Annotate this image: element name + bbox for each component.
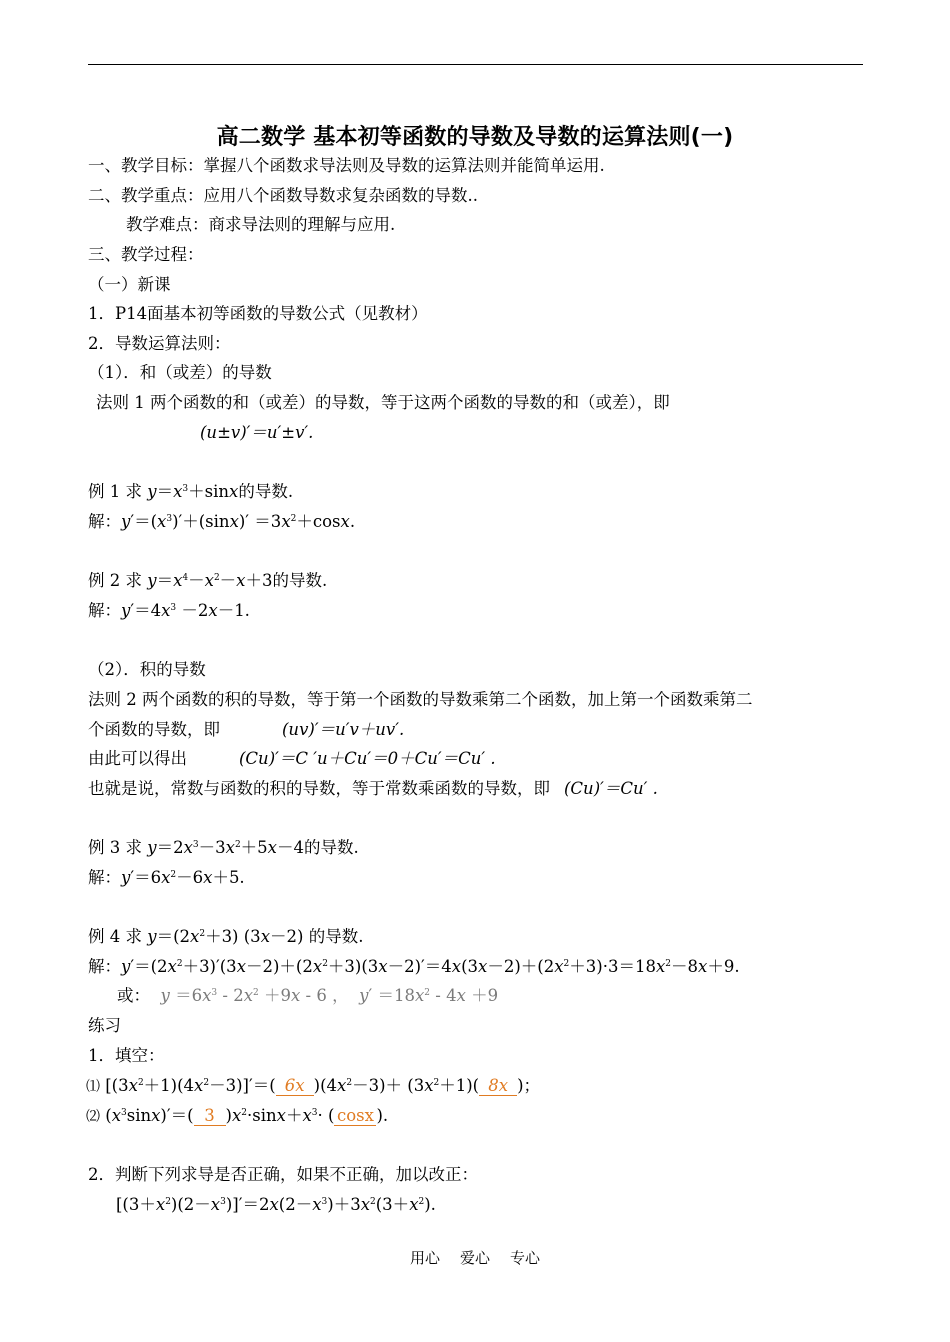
question-number-2: ⑵ bbox=[86, 1109, 100, 1125]
example-4 bbox=[88, 926, 363, 948]
header-rule bbox=[88, 64, 863, 65]
example-2-solution: 解：$y'=4x^3 -2x-1$. bbox=[88, 601, 250, 620]
example-2 bbox=[88, 570, 327, 592]
item-2: 2．导数运算法则： bbox=[88, 334, 231, 353]
answer-blank-2: 8x bbox=[479, 1077, 517, 1096]
solution-label: 解： bbox=[88, 512, 121, 531]
example-1-label: 例 1 求 bbox=[88, 482, 142, 501]
derivation bbox=[88, 748, 496, 770]
example-3-formula: $y=2x^3-3x^2+5x-4$ bbox=[147, 838, 304, 857]
item-1: 1．P14面基本初等函数的导数公式（见教材） bbox=[88, 304, 428, 323]
solution-label: 解： bbox=[88, 601, 121, 620]
example-4-formula: $y=(2x^2+3)$ (3x－2) bbox=[147, 927, 309, 946]
footer-item-1: 用心 bbox=[409, 1249, 440, 1267]
alt-solution-formula: $y =6x^3 - 2x^2 +9x - 6$ ， $y' =18x^2 - 4x +9$ bbox=[160, 986, 499, 1005]
example-1-solution: 解：$y'=(x^3)'+(\sin x)' =3x^2+\cos x$. bbox=[88, 512, 356, 531]
meaning bbox=[88, 778, 658, 800]
example-1-formula: $y=x^3+\sin x$ bbox=[147, 482, 239, 501]
rule-1-text: 法则 1 两个函数的和（或差）的导数，等于这两个函数的导数的和（或差），即 bbox=[96, 393, 670, 412]
fill-question-1: ⑴ $[(3x^2+1)(4x^2-3)]'=$( 6x )$(4x^2-3)+ (3x^2+1)$( 8x )； bbox=[86, 1076, 541, 1095]
fill-heading: 1．填空： bbox=[88, 1046, 165, 1065]
fill-question-2: ⑵ $(x^3\sin x)'=$( 3 )$x^2\cdot\sin x+x^3\cdot$ ( cosx ). bbox=[86, 1106, 389, 1125]
teaching-goal: 一、教学目标：掌握八个函数求导法则及导数的运算法则并能简单运用. bbox=[88, 156, 605, 175]
practice-heading: 练习 bbox=[88, 1016, 121, 1035]
teaching-key-point: 二、教学重点：应用八个函数导数求复杂函数的导数.. bbox=[88, 186, 478, 205]
or-label: 或： bbox=[117, 986, 150, 1005]
example-1 bbox=[88, 481, 293, 503]
footer-item-2: 爱心 bbox=[459, 1249, 490, 1267]
footer-item-3: 专心 bbox=[510, 1249, 541, 1267]
example-4-alt-solution bbox=[117, 985, 498, 1007]
teaching-difficulty: 教学难点：商求导法则的理解与应用. bbox=[126, 215, 396, 234]
example-2-tail: 的导数. bbox=[272, 571, 328, 590]
example-4-label: 例 4 求 bbox=[88, 927, 142, 946]
teaching-process: 三、教学过程： bbox=[88, 245, 204, 264]
example-2-formula: $y=x^4-x^2-x+3$ bbox=[147, 571, 273, 590]
example-1-tail: 的导数. bbox=[238, 482, 294, 501]
page-footer bbox=[0, 1247, 950, 1268]
answer-blank-1: 6x bbox=[276, 1077, 314, 1096]
example-3 bbox=[88, 837, 359, 859]
meaning-formula: (Cu)′＝Cu′ . bbox=[564, 779, 658, 798]
rule-2-text: 个函数的导数，即 bbox=[88, 720, 220, 739]
new-lesson-heading: （一）新课 bbox=[88, 275, 171, 294]
answer-blank-3: 3 bbox=[194, 1107, 226, 1126]
example-3-tail: 的导数. bbox=[303, 838, 359, 857]
example-4-solution: 解：$y'=(2x^2+3)'(3x-2)+(2x^2+3)(3x-2)'=4x(3x-2)+(2x^2+3)\cdot 3=18x^2-8x+9$. bbox=[88, 957, 740, 976]
page-title: 高二数学 基本初等函数的导数及导数的运算法则(一) bbox=[216, 125, 734, 150]
rule-1-formula: (u±v)′＝u′±v′. bbox=[200, 423, 314, 442]
sum-rule-heading: （1）．和（或差）的导数 bbox=[88, 363, 272, 382]
answer-blank-4: cosx bbox=[334, 1107, 376, 1126]
rule-2-line-2 bbox=[88, 719, 404, 741]
rule-2-formula: (uv)′＝u′v＋uv′. bbox=[282, 720, 405, 739]
question-number-1: ⑴ bbox=[86, 1079, 100, 1095]
example-4-tail: 的导数. bbox=[308, 927, 364, 946]
solution-label: 解： bbox=[88, 868, 121, 887]
example-2-label: 例 2 求 bbox=[88, 571, 142, 590]
judge-heading: 2．判断下列求导是否正确，如果不正确，加以改正： bbox=[88, 1165, 478, 1184]
product-rule-heading: （2）．积的导数 bbox=[88, 660, 206, 679]
derivation-formula: (Cu)′＝C ′u＋Cu′＝0＋Cu′＝Cu′ . bbox=[239, 749, 496, 768]
judge-question: $[(3+x^2)(2-x^3)]'=2x(2-x^3)+3x^2(3+x^2)$. bbox=[116, 1195, 436, 1214]
solution-label: 解： bbox=[88, 957, 121, 976]
rule-2-line-1: 法则 2 两个函数的积的导数，等于第一个函数的导数乘第二个函数，加上第一个函数乘第二 bbox=[88, 690, 753, 709]
derivation-text: 由此可以得出 bbox=[88, 749, 187, 768]
example-3-label: 例 3 求 bbox=[88, 838, 142, 857]
meaning-text: 也就是说，常数与函数的积的导数，等于常数乘函数的导数，即 bbox=[88, 779, 550, 798]
example-3-solution: 解：$y'=6x^2-6x+5$. bbox=[88, 868, 245, 887]
